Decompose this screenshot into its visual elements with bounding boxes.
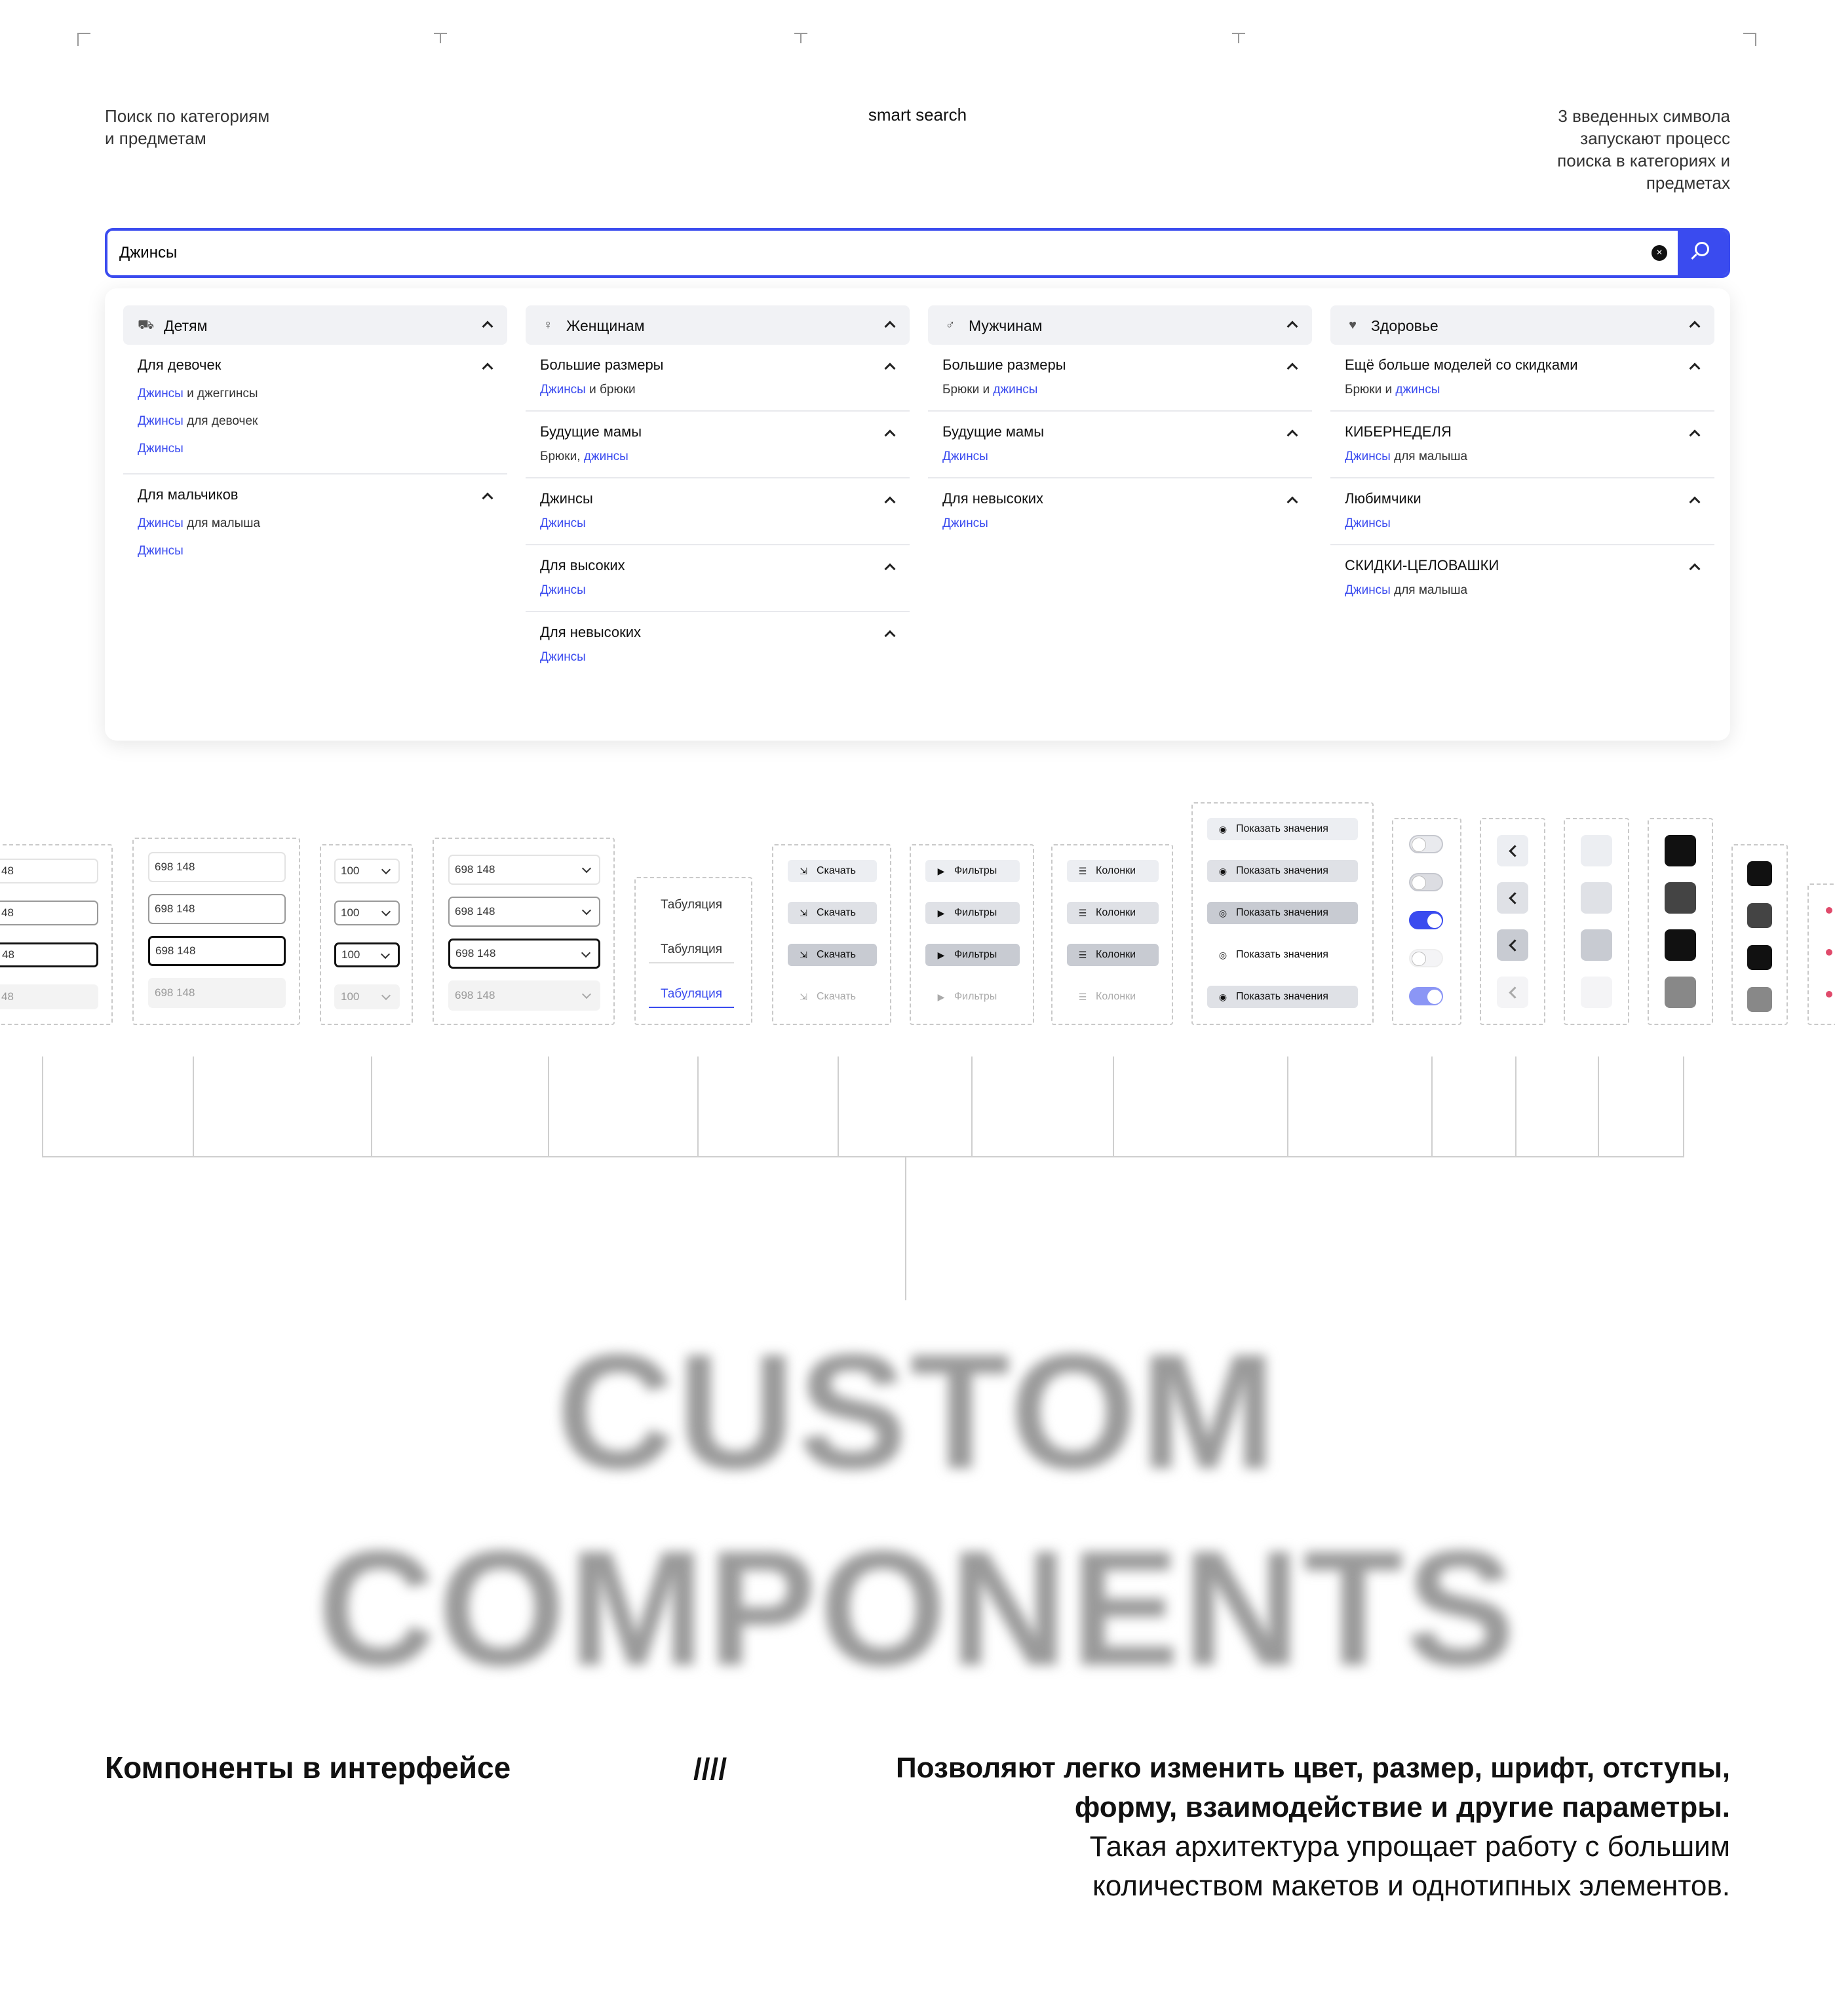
eye-icon: ◉ bbox=[1218, 866, 1227, 876]
subcategory-title[interactable]: Для мальчиков bbox=[138, 486, 239, 503]
subcategory-title[interactable]: Для девочек bbox=[138, 357, 222, 373]
search-bar bbox=[105, 228, 1730, 278]
subcategory-group bbox=[526, 612, 910, 678]
button-label: Скачать bbox=[817, 949, 856, 960]
chevron-down-icon bbox=[381, 907, 391, 916]
toggle-off-hover[interactable] bbox=[1409, 873, 1443, 891]
button-label: Показать значения bbox=[1236, 865, 1328, 876]
connector-line bbox=[42, 1156, 1684, 1157]
search-button[interactable] bbox=[1678, 231, 1728, 275]
suggestion-link[interactable]: Джинсы bbox=[138, 442, 184, 456]
section-description bbox=[813, 1749, 1730, 1906]
small-select-states bbox=[320, 844, 413, 1025]
filters-button[interactable] bbox=[925, 860, 1020, 882]
subcategory-group bbox=[928, 412, 1312, 478]
caption-line: предметах bbox=[1646, 173, 1730, 193]
connector-line bbox=[1515, 1056, 1516, 1157]
select-focus[interactable] bbox=[334, 942, 400, 967]
category-column bbox=[526, 305, 910, 678]
button-label: Показать значения bbox=[1236, 907, 1328, 918]
toggle-states bbox=[1392, 818, 1461, 1025]
connector-line bbox=[1113, 1056, 1114, 1157]
connector-line bbox=[1287, 1056, 1288, 1157]
button-label: Колонки bbox=[1096, 949, 1136, 960]
suggestion-link[interactable]: джинсы bbox=[583, 450, 628, 463]
suggestion-item[interactable] bbox=[138, 380, 493, 408]
category-column bbox=[928, 305, 1312, 544]
show-values-button[interactable] bbox=[1207, 902, 1358, 924]
connector-line bbox=[42, 1056, 43, 1157]
input-disabled: 698 148 bbox=[148, 978, 286, 1008]
chevron-down-icon bbox=[582, 990, 591, 999]
connector-line bbox=[697, 1056, 699, 1157]
big-title-line: COMPONENTS bbox=[317, 1517, 1518, 1699]
button-label: Показать значения bbox=[1236, 823, 1328, 834]
surface-swatch bbox=[1581, 929, 1612, 961]
suggestion-link[interactable]: Джинсы bbox=[942, 450, 988, 463]
eye-off-icon: ◎ bbox=[1218, 908, 1227, 918]
eye-off-icon: ◎ bbox=[1218, 950, 1227, 960]
suggestion-rest: и джеггинсы bbox=[183, 387, 258, 400]
category-header[interactable] bbox=[1330, 305, 1714, 345]
category-column bbox=[123, 305, 507, 575]
download-button[interactable] bbox=[788, 944, 877, 966]
suggestion-link[interactable]: Джинсы bbox=[138, 544, 184, 558]
suggestion-link[interactable]: Джинсы bbox=[1345, 516, 1391, 530]
download-button-disabled bbox=[788, 986, 877, 1008]
show-values-button[interactable] bbox=[1207, 818, 1358, 840]
connector-line bbox=[193, 1056, 194, 1157]
suggestion-rest: для девочек bbox=[183, 414, 258, 428]
button-label: Колонки bbox=[1096, 865, 1136, 876]
tab-active[interactable]: Табуляция bbox=[649, 987, 734, 1008]
chevron-left-icon[interactable] bbox=[1497, 882, 1528, 914]
show-values-button[interactable] bbox=[1207, 860, 1358, 882]
indicator-dot bbox=[1826, 907, 1832, 914]
connector-line bbox=[1431, 1056, 1433, 1157]
eye-icon: ◉ bbox=[1218, 824, 1227, 834]
subcategory-group bbox=[123, 345, 507, 475]
show-values-button[interactable] bbox=[1207, 944, 1358, 966]
suggestion-item[interactable] bbox=[138, 510, 493, 537]
download-button-states bbox=[772, 844, 891, 1025]
connector-line bbox=[905, 1156, 906, 1300]
button-label: Фильтры bbox=[954, 949, 997, 960]
surface-states bbox=[1564, 818, 1629, 1025]
small-dark-swatches bbox=[1731, 844, 1788, 1025]
filters-button[interactable] bbox=[925, 944, 1020, 966]
suggestion-link[interactable]: джинсы bbox=[993, 383, 1038, 397]
columns-button[interactable] bbox=[1067, 860, 1159, 882]
corner-mark bbox=[1743, 33, 1756, 46]
input-disabled: 48 bbox=[0, 984, 98, 1009]
suggestion-link[interactable]: джинсы bbox=[1395, 383, 1440, 397]
button-label: Показать значения bbox=[1236, 991, 1328, 1002]
corner-mark bbox=[1232, 33, 1245, 43]
suggestion-link[interactable]: Джинсы bbox=[540, 516, 586, 530]
suggestion-item[interactable] bbox=[942, 514, 1298, 533]
suggestion-link[interactable]: Джинсы bbox=[942, 516, 988, 530]
eye-icon: ◉ bbox=[1218, 992, 1227, 1002]
input-states bbox=[132, 838, 300, 1025]
search-icon bbox=[1695, 242, 1709, 256]
tab-default[interactable]: Табуляция bbox=[660, 898, 723, 912]
download-button[interactable] bbox=[788, 860, 877, 882]
filter-icon: ▶ bbox=[937, 992, 945, 1002]
download-icon: ⇲ bbox=[800, 866, 807, 876]
section-title: Компоненты в интерфейсе bbox=[105, 1751, 511, 1785]
select-focus[interactable] bbox=[448, 939, 600, 969]
suggestion-prefix: Брюки и bbox=[942, 383, 994, 397]
input-focus[interactable]: 48 bbox=[0, 942, 98, 967]
button-label: Колонки bbox=[1096, 907, 1136, 918]
stroller-icon: ⛟ bbox=[138, 318, 155, 332]
suggestion-item[interactable] bbox=[540, 514, 895, 533]
corner-mark bbox=[77, 33, 90, 46]
chevron-up-icon[interactable] bbox=[885, 321, 896, 332]
category-column bbox=[1330, 305, 1714, 611]
caption-line: поиска в категориях и bbox=[1557, 151, 1730, 170]
big-title-line: CUSTOM bbox=[556, 1320, 1279, 1503]
connector-line bbox=[371, 1056, 372, 1157]
download-icon: ⇲ bbox=[800, 908, 807, 918]
suggestion-item[interactable] bbox=[138, 537, 493, 565]
subcategory-title[interactable]: Будущие мамы bbox=[942, 423, 1045, 440]
suggestion-link[interactable]: Джинсы bbox=[1345, 583, 1391, 597]
button-label: Колонки bbox=[1096, 991, 1136, 1002]
category-header[interactable] bbox=[526, 305, 910, 345]
connector-line bbox=[1598, 1056, 1599, 1157]
suggestion-link[interactable]: Джинсы bbox=[540, 650, 586, 664]
subcategory-title[interactable]: Для высоких bbox=[540, 557, 625, 573]
connector-line bbox=[971, 1056, 973, 1157]
chevron-down-icon bbox=[582, 906, 591, 915]
suggestion-item[interactable] bbox=[1345, 514, 1700, 533]
columns-button-states bbox=[1051, 844, 1173, 1025]
input-states-partial bbox=[0, 844, 113, 1025]
select-disabled bbox=[334, 984, 400, 1009]
caption-line: 3 введенных символа bbox=[1558, 106, 1730, 126]
chevron-up-icon[interactable] bbox=[1690, 321, 1701, 332]
filters-button-disabled bbox=[925, 986, 1020, 1008]
divider-slashes: //// bbox=[693, 1752, 727, 1786]
header-left-caption bbox=[105, 105, 380, 149]
corner-mark bbox=[434, 33, 447, 43]
search-input[interactable] bbox=[119, 231, 1561, 275]
download-icon: ⇲ bbox=[800, 992, 807, 1002]
select-hover[interactable] bbox=[334, 901, 400, 925]
suggestion-item[interactable] bbox=[138, 435, 493, 463]
columns-button-disabled bbox=[1067, 986, 1159, 1008]
subcategory-title[interactable]: Для невысоких bbox=[540, 624, 642, 640]
subcategory-group bbox=[526, 545, 910, 612]
subcategory-title[interactable]: КИБЕРНЕДЕЛЯ bbox=[1345, 423, 1452, 440]
list-icon: ☰ bbox=[1078, 908, 1087, 918]
filter-icon: ▶ bbox=[937, 866, 945, 876]
surface-swatch bbox=[1581, 835, 1612, 866]
header-right-caption bbox=[1520, 105, 1730, 194]
description-line: Такая архитектура упрощает работу с большим bbox=[1089, 1831, 1730, 1863]
select-states bbox=[433, 838, 615, 1025]
show-values-button[interactable] bbox=[1207, 986, 1358, 1008]
tab-hover[interactable]: Табуляция bbox=[649, 942, 734, 963]
subcategory-title[interactable]: Джинсы bbox=[540, 490, 593, 507]
button-label: Скачать bbox=[817, 907, 856, 918]
toggle-off[interactable] bbox=[1409, 835, 1443, 853]
suggestion-item[interactable] bbox=[942, 380, 1298, 400]
surface-swatch bbox=[1747, 861, 1772, 886]
category-title: Женщинам bbox=[566, 317, 645, 334]
button-label: Скачать bbox=[817, 865, 856, 876]
subcategory-title[interactable]: Большие размеры bbox=[942, 357, 1066, 373]
suggestion-item[interactable] bbox=[138, 408, 493, 435]
select-hover[interactable] bbox=[448, 897, 600, 927]
indicator-dot bbox=[1826, 949, 1832, 956]
caption-line: и предметам bbox=[105, 128, 206, 148]
description-line: количеством макетов и однотипных элементов. bbox=[1092, 1870, 1730, 1902]
input-default[interactable]: 698 148 bbox=[148, 852, 286, 882]
toggle-on[interactable] bbox=[1409, 911, 1443, 929]
surface-swatch bbox=[1665, 977, 1696, 1008]
dark-surface-states bbox=[1648, 818, 1713, 1025]
filter-icon: ▶ bbox=[937, 908, 945, 918]
subcategory-group bbox=[1330, 412, 1714, 478]
suggestion-link[interactable]: Джинсы bbox=[1345, 450, 1391, 463]
subcategory-group bbox=[1330, 545, 1714, 611]
select-value: 698 148 bbox=[455, 947, 496, 960]
filters-button-states bbox=[910, 844, 1034, 1025]
surface-swatch bbox=[1665, 882, 1696, 914]
chevron-up-icon[interactable] bbox=[1287, 321, 1298, 332]
corner-mark bbox=[794, 33, 807, 43]
download-button[interactable] bbox=[788, 902, 877, 924]
suggestion-rest: и брюки bbox=[585, 383, 636, 397]
suggestion-rest: для малыша bbox=[183, 516, 261, 530]
download-icon: ⇲ bbox=[800, 950, 807, 960]
tab-states bbox=[634, 877, 752, 1025]
suggestion-item[interactable] bbox=[1345, 581, 1700, 600]
subcategory-group bbox=[1330, 478, 1714, 545]
chevron-left-icon[interactable] bbox=[1497, 929, 1528, 961]
subcategory-group bbox=[928, 478, 1312, 544]
header-title: smart search bbox=[868, 105, 967, 125]
select-value: 100 bbox=[341, 948, 360, 961]
chevron-down-icon bbox=[381, 950, 390, 959]
description-line: Позволяют легко изменить цвет, размер, шрифт, отступы, bbox=[896, 1752, 1730, 1784]
select-value: 100 bbox=[341, 864, 360, 877]
caption-line: запускают процесс bbox=[1580, 128, 1730, 148]
surface-swatch bbox=[1665, 929, 1696, 961]
button-label: Фильтры bbox=[954, 991, 997, 1002]
select-disabled bbox=[448, 980, 600, 1011]
clear-icon[interactable]: × bbox=[1652, 245, 1667, 261]
button-label: Фильтры bbox=[954, 865, 997, 876]
select-value: 698 148 bbox=[455, 989, 495, 1001]
suggestion-item[interactable] bbox=[1345, 447, 1700, 467]
suggestion-prefix: Брюки и bbox=[1345, 383, 1396, 397]
subcategory-group bbox=[526, 478, 910, 545]
category-title: Мужчинам bbox=[969, 317, 1043, 334]
suggestion-link[interactable]: Джинсы bbox=[540, 383, 586, 397]
back-button-states bbox=[1480, 818, 1545, 1025]
suggestion-item[interactable] bbox=[540, 380, 895, 400]
select-value: 100 bbox=[341, 990, 360, 1003]
toggle-disabled-off bbox=[1409, 949, 1443, 967]
suggestion-link[interactable]: Джинсы bbox=[540, 583, 586, 597]
input-focus[interactable]: 698 148 bbox=[148, 936, 286, 966]
category-header[interactable] bbox=[928, 305, 1312, 345]
select-default[interactable] bbox=[334, 859, 400, 883]
chevron-down-icon bbox=[381, 991, 391, 1000]
subcategory-group bbox=[123, 475, 507, 575]
indicator-dot bbox=[1826, 991, 1832, 998]
search-results-panel bbox=[105, 288, 1730, 741]
list-icon: ☰ bbox=[1078, 992, 1087, 1002]
button-label: Показать значения bbox=[1236, 949, 1328, 960]
category-title: Детям bbox=[164, 317, 208, 334]
input-hover[interactable]: 698 148 bbox=[148, 894, 286, 924]
heart-icon: ♥ bbox=[1349, 318, 1357, 332]
subcategory-title[interactable]: Любимчики bbox=[1345, 490, 1421, 507]
surface-swatch bbox=[1581, 977, 1612, 1008]
subcategory-title[interactable]: Для невысоких bbox=[942, 490, 1044, 507]
suggestion-link[interactable]: Джинсы bbox=[138, 516, 184, 530]
subcategory-title[interactable]: Будущие мамы bbox=[540, 423, 642, 440]
chevron-left-icon[interactable] bbox=[1497, 835, 1528, 866]
suggestion-rest: для малыша bbox=[1390, 450, 1468, 463]
subcategory-group bbox=[1330, 345, 1714, 412]
select-value: 698 148 bbox=[455, 905, 495, 918]
connector-line bbox=[548, 1056, 549, 1157]
chevron-down-icon bbox=[582, 864, 591, 873]
surface-swatch bbox=[1747, 987, 1772, 1012]
category-title: Здоровье bbox=[1371, 317, 1439, 334]
suggestion-prefix: Брюки, bbox=[540, 450, 584, 463]
suggestion-item[interactable] bbox=[540, 447, 895, 467]
caption-line: Поиск по категориям bbox=[105, 106, 270, 126]
connector-line bbox=[1683, 1056, 1684, 1157]
surface-swatch bbox=[1747, 903, 1772, 928]
chevron-down-icon bbox=[581, 948, 590, 958]
subcategory-title[interactable]: Ещё больше моделей со скидками bbox=[1345, 357, 1578, 373]
button-label: Скачать bbox=[817, 991, 856, 1002]
suggestion-rest: для малыша bbox=[1390, 583, 1468, 597]
show-values-button-states bbox=[1191, 802, 1374, 1025]
filter-icon: ▶ bbox=[937, 950, 945, 960]
partial-component bbox=[1807, 883, 1835, 1025]
select-default[interactable] bbox=[448, 855, 600, 885]
surface-swatch bbox=[1581, 882, 1612, 914]
list-icon: ☰ bbox=[1078, 866, 1087, 876]
suggestion-item[interactable] bbox=[1345, 380, 1700, 400]
filters-button[interactable] bbox=[925, 902, 1020, 924]
subcategory-group bbox=[928, 345, 1312, 412]
chevron-down-icon bbox=[381, 865, 391, 874]
subcategory-group bbox=[526, 412, 910, 478]
suggestion-item[interactable] bbox=[942, 447, 1298, 467]
suggestion-link[interactable]: Джинсы bbox=[138, 387, 184, 400]
woman-icon: ♀ bbox=[543, 318, 553, 332]
category-header[interactable] bbox=[123, 305, 507, 345]
subcategory-title[interactable]: СКИДКИ-ЦЕЛОВАШКИ bbox=[1345, 557, 1499, 573]
connector-line bbox=[838, 1056, 839, 1157]
suggestion-item[interactable] bbox=[540, 581, 895, 600]
list-icon: ☰ bbox=[1078, 950, 1087, 960]
select-value: 100 bbox=[341, 906, 360, 919]
description-line: форму, взаимодействие и другие параметры. bbox=[1074, 1791, 1730, 1823]
input-hover[interactable]: 48 bbox=[0, 901, 98, 925]
chevron-left-icon bbox=[1497, 977, 1528, 1008]
subcategory-group bbox=[526, 345, 910, 412]
suggestion-item[interactable] bbox=[540, 648, 895, 667]
suggestion-link[interactable]: Джинсы bbox=[138, 414, 184, 428]
subcategory-title[interactable]: Большие размеры bbox=[540, 357, 664, 373]
surface-swatch bbox=[1665, 835, 1696, 866]
select-value: 698 148 bbox=[455, 863, 495, 876]
man-icon: ♂ bbox=[945, 318, 956, 332]
surface-swatch bbox=[1747, 945, 1772, 970]
input-default[interactable]: 48 bbox=[0, 859, 98, 883]
toggle-disabled-on bbox=[1409, 987, 1443, 1005]
chevron-up-icon[interactable] bbox=[482, 321, 493, 332]
columns-button[interactable] bbox=[1067, 944, 1159, 966]
columns-button[interactable] bbox=[1067, 902, 1159, 924]
button-label: Фильтры bbox=[954, 907, 997, 918]
